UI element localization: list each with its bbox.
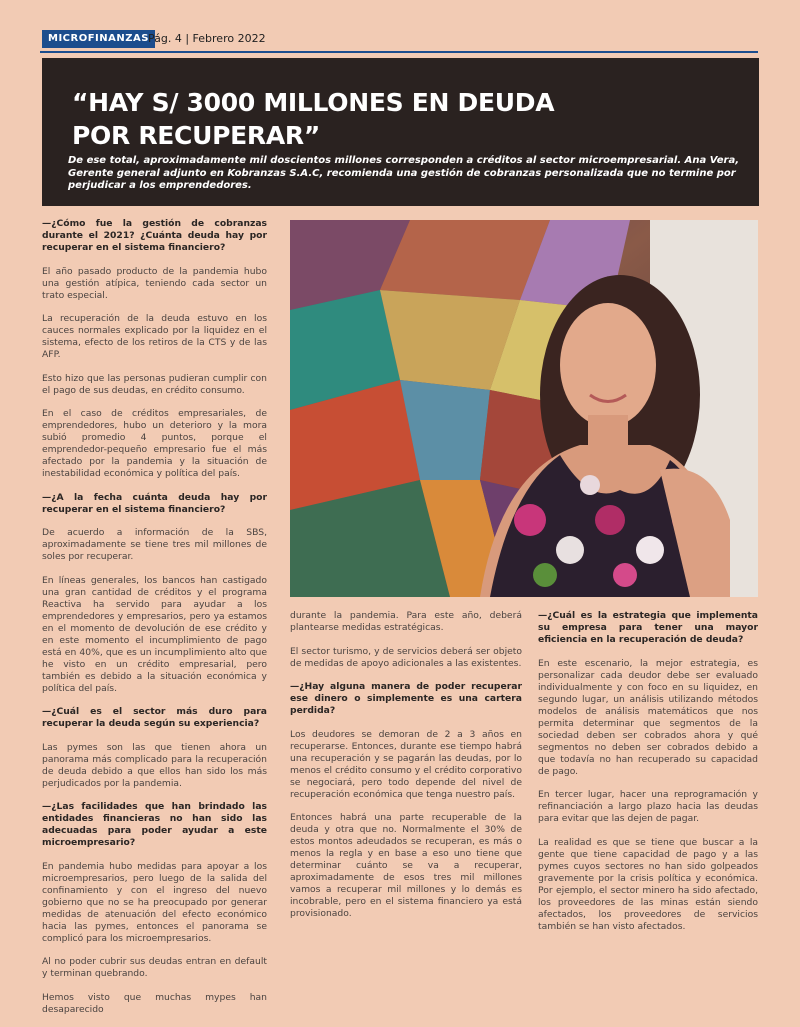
article-column-3 — [538, 610, 758, 944]
headline-title — [72, 86, 554, 152]
interview-answer-paragraph: El sector turismo, y de servicios deberá ser objeto de medidas de apoyo adicionales a las existentes. — [290, 645, 522, 669]
interview-answer-paragraph: En este escenario, la mejor estrategia, es personalizar cada deudor debe ser evaluado individualmente y con foco en su liquidez, en segundo lugar, un análisis utilizando métodos modelos de análisis matemáticos que nos permita determinar que segmentos de la sociedad deben ser cobrados ahora y qué segmentos no deben ser cobrados debido a que todavía no han recuperado su capacidad de pago. — [538, 657, 758, 777]
interview-answer-paragraph: En tercer lugar, hacer una reprogramación y refinanciación a largo plazo hacia las deudas para evitar que las dejen de pagar. — [538, 789, 758, 824]
interview-answer-paragraph: La recuperación de la deuda estuvo en los cauces normales explicado por la liquidez en el sistema, efecto de los retiros de la CTS y de las AFP. — [42, 313, 267, 360]
interview-question: —¿Las facilidades que han brindado las entidades financieras no han sido las adecuadas para poder ayudar a este microempresario? — [42, 801, 267, 848]
interview-question: —¿Hay alguna manera de poder recuperar ese dinero o simplemente es una cartera perdida? — [290, 681, 522, 716]
interview-answer-paragraph: La realidad es que se tiene que buscar a la gente que tiene capacidad de pago y a las pymes cuyos sectores no han sido golpeados gravemente por la crisis política y económica. Por ejemplo, el sector minero ha sido afectado, los proveedores de las minas están siendo afectados, los proveedores de servicios también se han visto afectados. — [538, 836, 758, 932]
interview-answer-paragraph: Al no poder cubrir sus deudas entran en default y terminan quebrando. — [42, 956, 267, 979]
interview-answer-paragraph: En líneas generales, los bancos han castigado una gran cantidad de créditos y el programa Reactiva ha servido para ayudar a los emprendedores y empresarios, pero ya estamos en el momento de devolución de ese crédito y en este momento el incumplimiento de pago está en 40%, que es un incumplimiento alto que he visto en un crédito empresarial, pero también es debido a la situación económica y política del país. — [42, 574, 267, 694]
interview-answer-paragraph: Esto hizo que las personas pudieran cumplir con el pago de sus deudas, en crédito consumo. — [42, 372, 267, 396]
headline-line-1: “HAY S/ 3000 MILLONES EN DEUDA — [72, 88, 555, 117]
header-rule — [40, 51, 758, 53]
headline-banner — [42, 58, 759, 206]
interview-answer-paragraph: Hemos visto que muchas mypes han desaparecido — [42, 991, 267, 1015]
article-column-1 — [42, 218, 267, 1027]
headline-subtitle: De ese total, aproximadamente mil doscientos millones corresponden a créditos al sector microempresarial. Ana Vera, Gerente general adjunto en Kobranzas S.A.C, recomienda una gestión de cobranzas personalizada que no termine por perjudicar a los emprendedores. — [68, 155, 739, 191]
headline-line-2: POR RECUPERAR” — [72, 121, 320, 150]
interview-answer-paragraph: De acuerdo a información de la SBS, aproximadamente se tiene tres mil millones de soles por recuperar. — [42, 527, 267, 562]
interview-answer-paragraph: En pandemia hubo medidas para apoyar a los microempresarios, pero luego de la salida del confinamiento y con el ingreso del nuevo gobierno que no se ha preocupado por generar medidas de atenuación del efecto económico hacia las pymes, entonces el panorama se complicó para los microempresarios. — [42, 860, 267, 944]
article-column-2 — [290, 610, 522, 932]
interview-question: —¿Cuál es el sector más duro para recuperar la deuda según su experiencia? — [42, 706, 267, 729]
page-info: Pág. 4 | Febrero 2022 — [148, 32, 266, 45]
interview-question: —¿A la fecha cuánta deuda hay por recuperar en el sistema financiero? — [42, 491, 267, 515]
interview-answer-paragraph: El año pasado producto de la pandemia hubo una gestión atípica, teniendo cada sector un trato especial. — [42, 265, 267, 301]
section-brand-label: MICROFINANZAS — [42, 30, 155, 48]
interview-answer-paragraph: Las pymes son las que tienen ahora un panorama más complicado para la recuperación de deuda debido a que ellos han sido los más perjudicados por la pandemia. — [42, 741, 267, 789]
portrait-photo — [290, 220, 758, 597]
interview-answer-paragraph: Los deudores se demoran de 2 a 3 años en recuperarse. Entonces, durante ese tiempo habrá una recuperación y se pagarán las deudas, por lo menos el crédito consumo y el crédito corporativo se negociará, pero todo depende del nivel de recuperación económica que tenga nuestro país. — [290, 728, 522, 800]
interview-answer-paragraph: durante la pandemia. Para este año, deberá plantearse medidas estratégicas. — [290, 610, 522, 633]
interview-answer-paragraph: Entonces habrá una parte recuperable de la deuda y otra que no. Normalmente el 30% de estos montos adeudados se recuperan, es más o menos la regla y en base a eso uno tiene que determinar cuánto se va a recuperar, aproximadamente de esos tres mil millones vamos a recuperar mil millones y lo demás es incobrable, pero en el sistema financiero ya está provisionado. — [290, 812, 522, 919]
portrait-photo-illustration — [290, 220, 758, 597]
page-header — [40, 30, 758, 50]
interview-answer-paragraph: En el caso de créditos empresariales, de emprendedores, hubo un deterioro y la mora subió promedio 4 puntos, porque el emprendedor-pequeño empresario fue el más afectado por la pandemia y la situación de inestabilidad económica y política del país. — [42, 408, 267, 479]
interview-question: —¿Cómo fue la gestión de cobranzas durante el 2021? ¿Cuánta deuda hay por recuperar en el sistema financiero? — [42, 218, 267, 253]
interview-question: —¿Cuál es la estrategia que implementa su empresa para tener una mayor eficiencia en la recuperación de deuda? — [538, 610, 758, 645]
